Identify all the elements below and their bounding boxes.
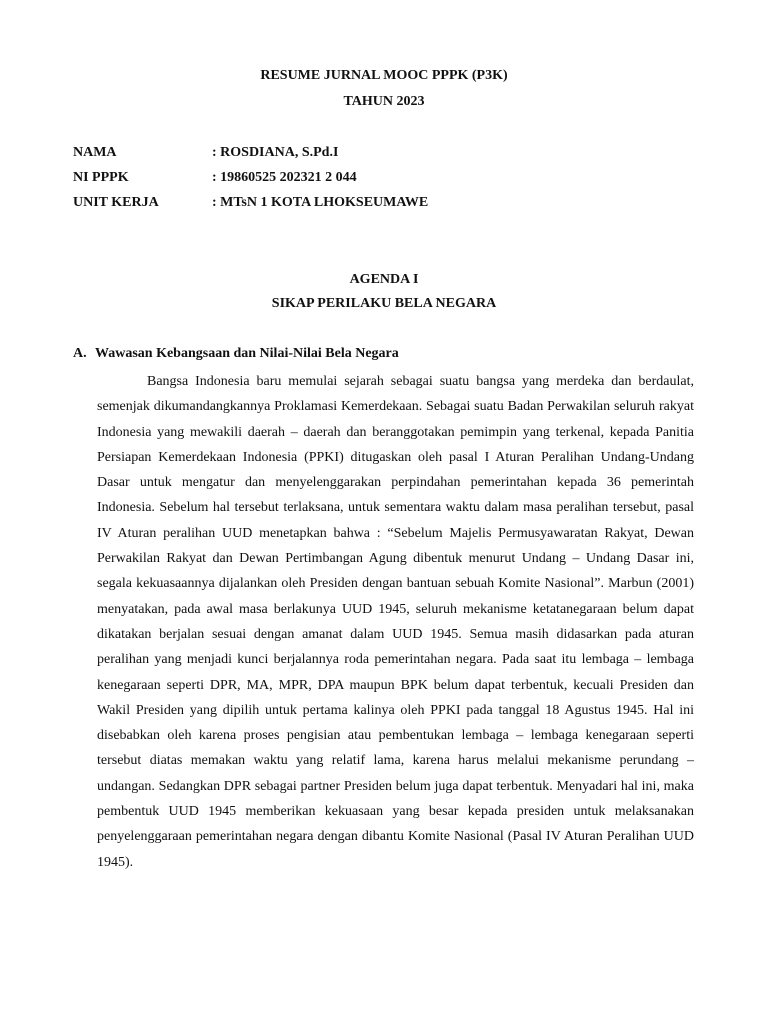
identity-value: : ROSDIANA, S.Pd.I [212,145,339,160]
section-heading-text: Wawasan Kebangsaan dan Nilai-Nilai Bela Negara [95,346,399,361]
agenda-number: AGENDA I [349,272,419,287]
section-heading [73,345,399,363]
body-paragraph: Bangsa Indonesia baru memulai sejarah sebagai suatu bangsa yang merdeka dan berdaulat, semenjak dikumandangkannya Proklamasi Kemerdekaan. Sebagai suatu Badan Perwakilan seluruh rakyat Indonesia yang mewakili daerah – daerah dan beranggotakan pemimpin yang terkenal, kepada Panitia Persiapan Kemerdekaan Indonesia (PPKI) ditugaskan oleh pasal I Aturan Peralihan Undang-Undang Dasar untuk mengatur dan menyelenggarakan perpindahan pemerintahan kepada 36 pemerintah Indonesia. Sebelum hal tersebut terlaksana, untuk sementara waktu dalam masa peralihan tersebut, pasal IV Aturan peralihan UUD menetapkan bahwa : “Sebelum Majelis Permusyawaratan Rakyat, Dewan Perwakilan Rakyat dan Dewan Pertimbangan Agung dibentuk menurut Undang – Undang Dasar ini, segala kekuasaannya dijalankan oleh Presiden dengan bantuan sebuah Komite Nasional”. Marbun (2001) menyatakan, pada awal masa berlakunya UUD 1945, seluruh mekanisme ketatanegaraan belum dapat dikatakan berjalan sesuai dengan amanat dalam UUD 1945. Semua masih didasarkan pada aturan peralihan yang menjadi kunci berjalannya roda pemerintahan negara. Pada saat itu lembaga – lembaga kenegaraan seperti DPR, MA, MPR, DPA maupun BPK belum dapat terbentuk, kecuali Presiden dan Wakil Presiden yang dipilih untuk pertama kalinya oleh PPKI pada tanggal 18 Agustus 1945. Hal ini disebabkan oleh karena proses pengisian atau pembentukan lembaga – lembaga kenegaraan seperti tersebut diatas memakan waktu yang relatif lama, karena harus melalui mekanisme perundang – undangan. Sedangkan DPR sebagai partner Presiden belum juga dapat terbentuk. Menyadari hal ini, maka pembentuk UUD 1945 memberikan kekuasaan yang besar kepada presiden untuk melaksanakan penyelenggaraan pemerintahan negara dengan dibantu Komite Nasional (Pasal IV Aturan Peralihan UUD 1945). [97,374,694,870]
identity-label: NI PPPK [73,170,129,185]
document-year: TAHUN 2023 [343,94,425,109]
section-letter: A. [73,346,87,361]
agenda-title: SIKAP PERILAKU BELA NEGARA [271,296,497,311]
identity-value: : 19860525 202321 2 044 [212,170,357,185]
document-title: RESUME JURNAL MOOC PPPK (P3K) [260,68,508,83]
identity-label: NAMA [73,145,117,160]
identity-value: : MTsN 1 KOTA LHOKSEUMAWE [212,195,429,210]
identity-label: UNIT KERJA [73,195,159,210]
